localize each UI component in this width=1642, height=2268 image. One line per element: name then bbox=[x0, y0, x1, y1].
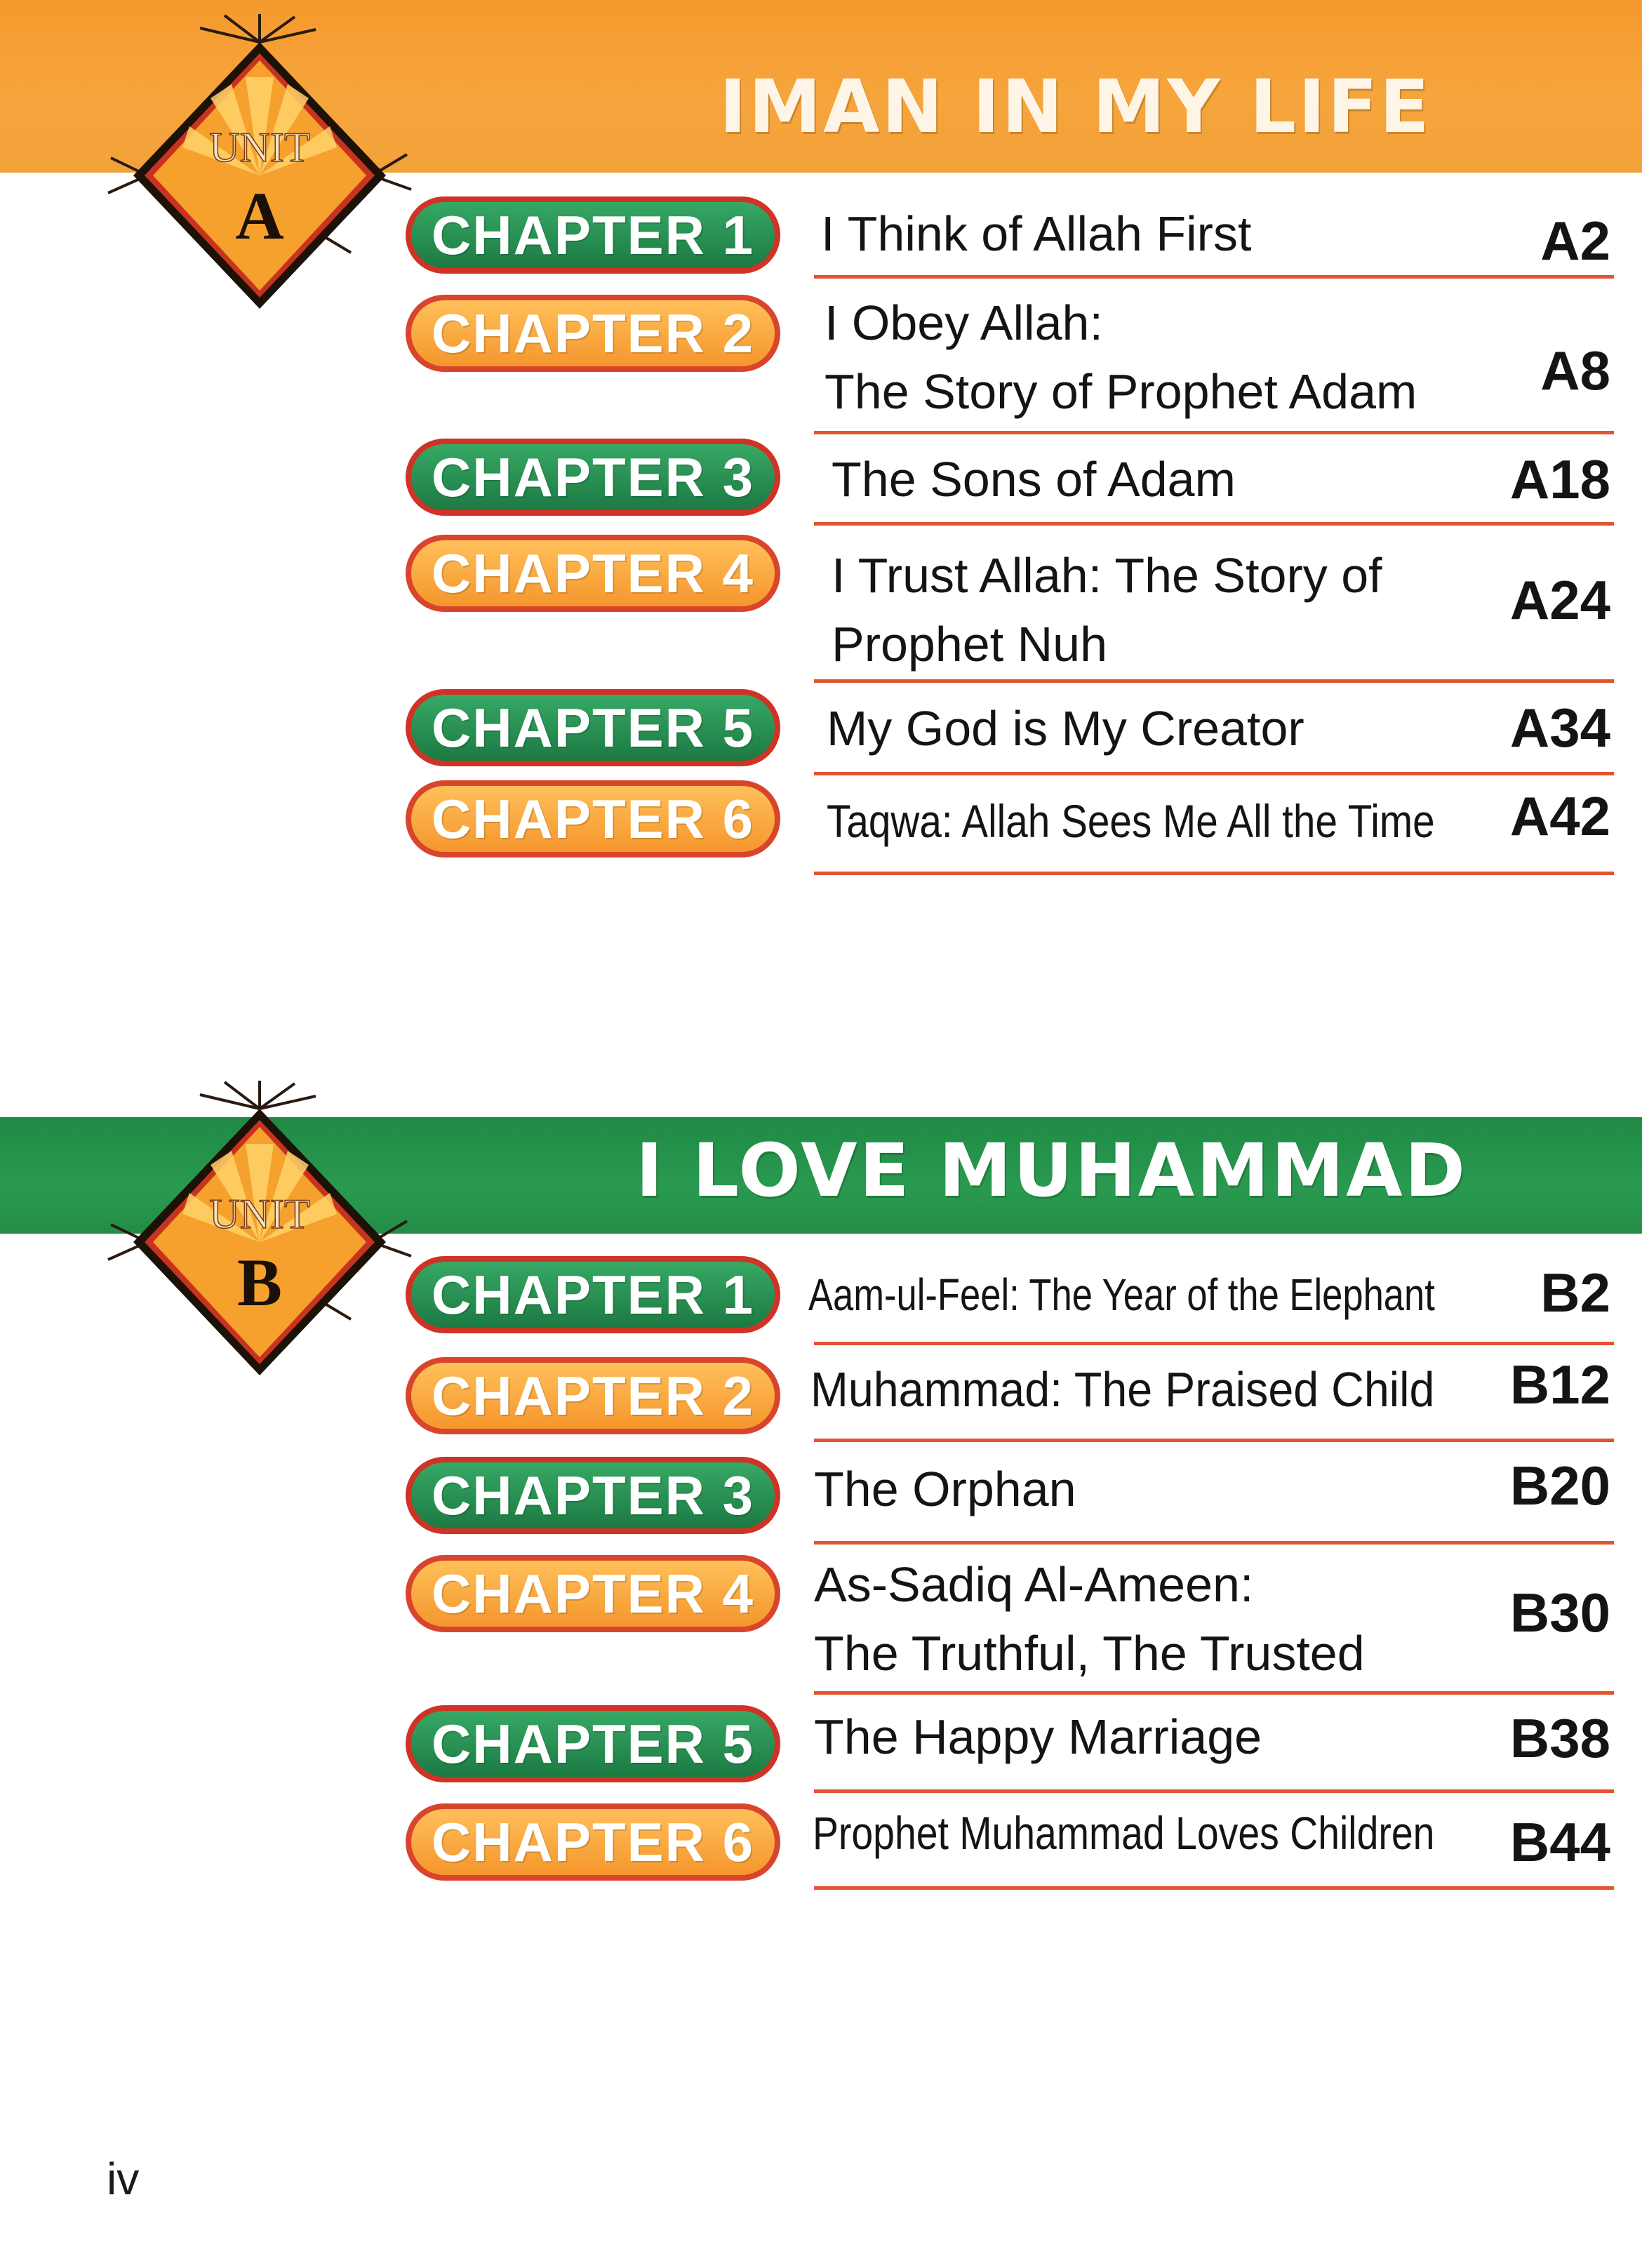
unit-b-chapter-4-page: B30 bbox=[1509, 1582, 1610, 1643]
unit-b-chapter-5-page: B38 bbox=[1509, 1707, 1610, 1769]
divider-rule bbox=[814, 522, 1614, 526]
unit-b-chapter-2-page: B12 bbox=[1509, 1354, 1610, 1415]
unit-a-chapter-3-title: The Sons of Adam bbox=[832, 452, 1236, 507]
unit-a-chapter-2-title-line1: I Obey Allah: bbox=[825, 295, 1103, 350]
unit-a-chapter-3-pill[interactable]: CHAPTER 3 bbox=[406, 439, 780, 516]
divider-rule bbox=[814, 1439, 1614, 1442]
unit-a-chapter-5-pill[interactable]: CHAPTER 5 bbox=[406, 689, 780, 766]
unit-b-chapter-5-pill[interactable]: CHAPTER 5 bbox=[406, 1705, 780, 1782]
unit-a-chapter-1-page: A2 bbox=[1540, 210, 1610, 272]
divider-rule bbox=[814, 275, 1614, 279]
divider-rule bbox=[814, 772, 1614, 775]
unit-b-chapter-1-page: B2 bbox=[1540, 1262, 1610, 1323]
unit-b-chapter-6-pill[interactable]: CHAPTER 6 bbox=[406, 1803, 780, 1881]
unit-b-chapter-4-pill[interactable]: CHAPTER 4 bbox=[406, 1555, 780, 1632]
unit-b-chapter-6-page: B44 bbox=[1509, 1811, 1610, 1873]
divider-rule bbox=[814, 1541, 1614, 1545]
unit-a-chapter-1-title: I Think of Allah First bbox=[821, 206, 1252, 261]
divider-rule bbox=[814, 1886, 1614, 1890]
unit-b-chapter-3-page: B20 bbox=[1509, 1455, 1610, 1516]
unit-b-badge-letter: B bbox=[236, 1245, 283, 1320]
unit-a-chapter-4-page: A24 bbox=[1509, 569, 1610, 631]
unit-b-badge-word: UNIT bbox=[209, 1191, 310, 1237]
unit-a-title: IMAN IN MY LIFE bbox=[719, 64, 1431, 149]
unit-a-chapter-2-page: A8 bbox=[1540, 340, 1610, 401]
unit-b-chapter-5-title: The Happy Marriage bbox=[814, 1709, 1262, 1764]
unit-b-badge bbox=[105, 1081, 414, 1410]
unit-b-chapter-2-pill[interactable]: CHAPTER 2 bbox=[406, 1357, 780, 1434]
unit-a-chapter-5-title: My God is My Creator bbox=[827, 701, 1304, 756]
unit-b-chapter-3-title: The Orphan bbox=[814, 1462, 1076, 1516]
page-number: iv bbox=[107, 2154, 140, 2204]
unit-b-chapter-4-title-line2: The Truthful, The Trusted bbox=[814, 1626, 1365, 1681]
unit-a-badge-letter: A bbox=[235, 178, 284, 253]
unit-b-chapter-2-title: Muhammad: The Praised Child bbox=[810, 1362, 1435, 1417]
unit-a-chapter-1-pill[interactable]: CHAPTER 1 bbox=[406, 196, 780, 274]
divider-rule bbox=[814, 1342, 1614, 1345]
divider-rule bbox=[814, 872, 1614, 875]
unit-b-chapter-1-pill[interactable]: CHAPTER 1 bbox=[406, 1256, 780, 1333]
divider-rule bbox=[814, 679, 1614, 683]
unit-a-chapter-3-page: A18 bbox=[1509, 448, 1610, 510]
unit-a-chapter-2-title-line2: The Story of Prophet Adam bbox=[825, 364, 1417, 419]
unit-a-badge bbox=[105, 14, 414, 344]
unit-b-chapter-1-title: Aam-ul-Feel: The Year of the Elephant bbox=[808, 1269, 1435, 1320]
unit-b-title: I LOVE MUHAMMAD bbox=[636, 1128, 1468, 1213]
divider-rule bbox=[814, 1691, 1614, 1695]
unit-b-chapter-3-pill[interactable]: CHAPTER 3 bbox=[406, 1457, 780, 1534]
unit-a-chapter-5-page: A34 bbox=[1509, 697, 1610, 759]
divider-rule bbox=[814, 431, 1614, 434]
unit-a-chapter-6-title: Taqwa: Allah Sees Me All the Time bbox=[827, 795, 1435, 847]
unit-a-chapter-6-pill[interactable]: CHAPTER 6 bbox=[406, 780, 780, 858]
unit-b-chapter-6-title: Prophet Muhammad Loves Children bbox=[813, 1807, 1435, 1859]
divider-rule bbox=[814, 1789, 1614, 1793]
unit-a-chapter-4-title-line1: I Trust Allah: The Story of bbox=[832, 548, 1382, 603]
unit-a-badge-word: UNIT bbox=[209, 124, 310, 171]
unit-a-chapter-2-pill[interactable]: CHAPTER 2 bbox=[406, 295, 780, 372]
unit-a-chapter-6-page: A42 bbox=[1509, 785, 1610, 847]
unit-a-chapter-4-title-line2: Prophet Nuh bbox=[832, 617, 1108, 672]
unit-a-chapter-4-pill[interactable]: CHAPTER 4 bbox=[406, 535, 780, 612]
unit-b-chapter-4-title-line1: As-Sadiq Al-Ameen: bbox=[814, 1557, 1254, 1612]
